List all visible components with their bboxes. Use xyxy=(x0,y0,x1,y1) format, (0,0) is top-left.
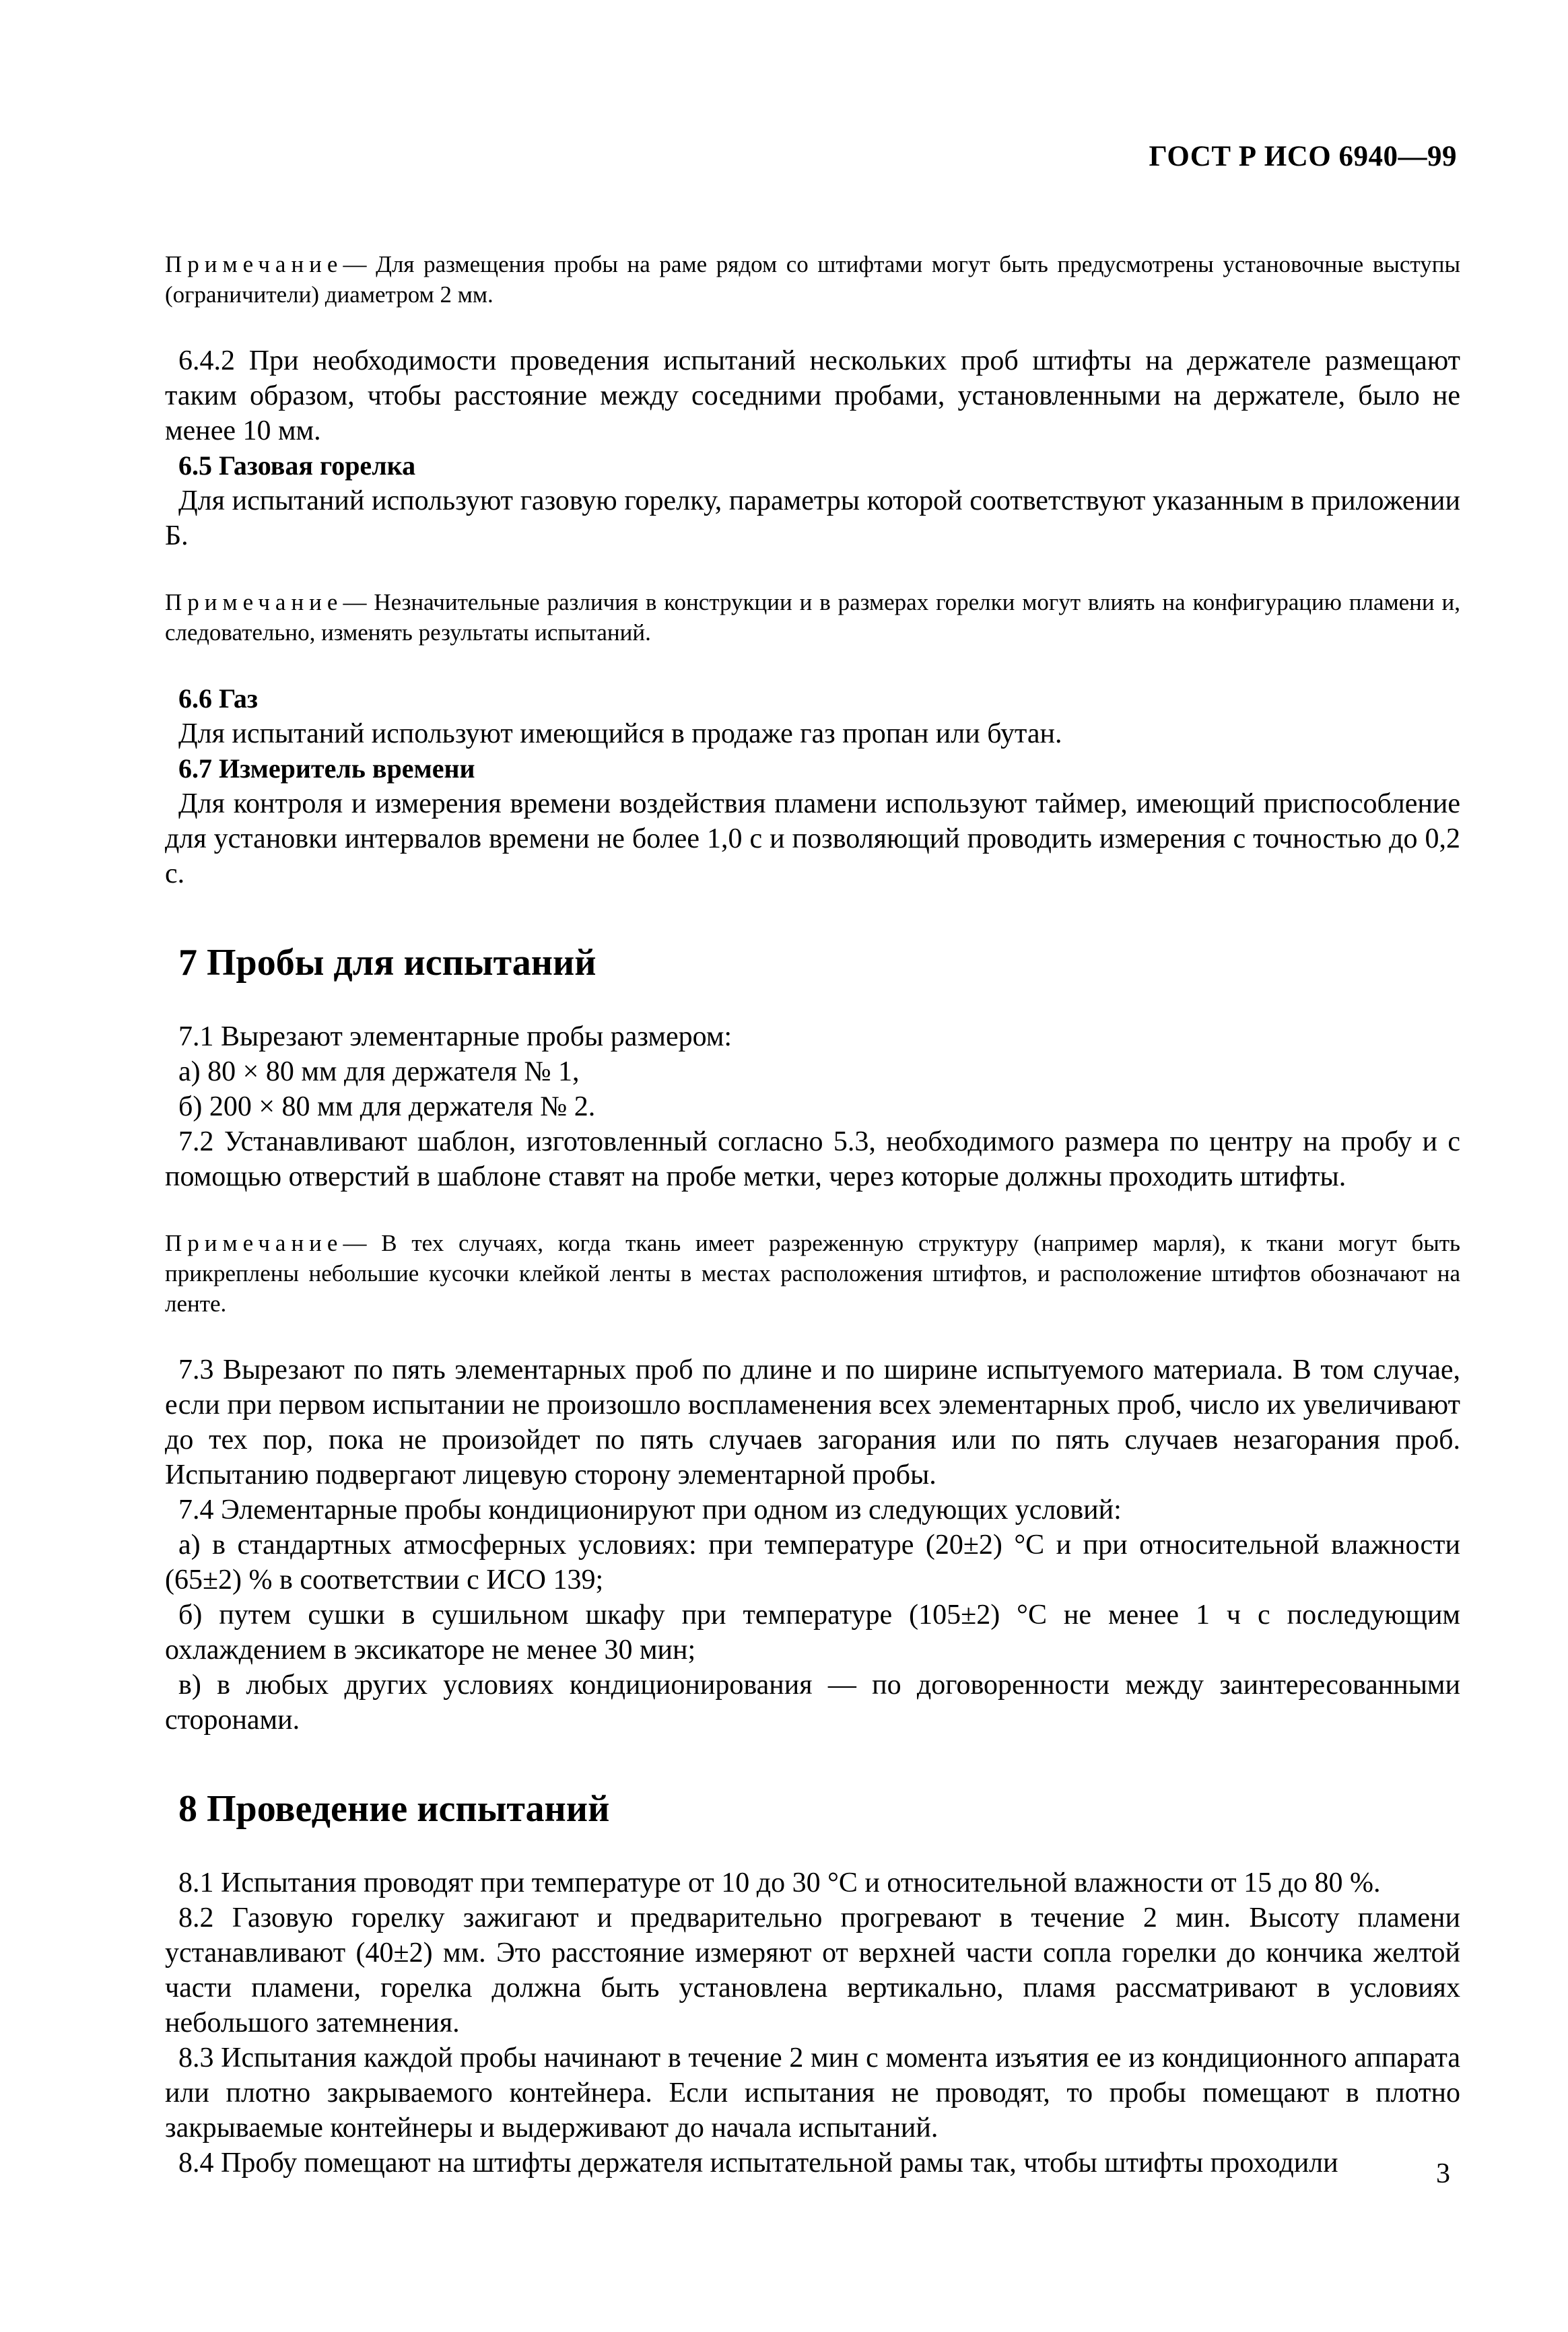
subheading-6-7: 6.7 Измеритель времени xyxy=(178,753,475,784)
paragraph-7-3: 7.3 Вырезают по пять элементарных проб по длине и по ширине испытуемого материала. В том случае, если при первом испытании не произошло воспламенения всех элементарных проб, число их увеличивают до тех пор, пока не произойдет по пять случаев загорания или по пять случаев незагорания проб. Испытанию подвергают лицевую сторону элементарной пробы. xyxy=(165,1354,1460,1490)
list-item-7-4-b: б) путем сушки в сушильном шкафу при температуре (105±2) °С не менее 1 ч с последующим охлаждением в эксикаторе не менее 30 мин; xyxy=(165,1600,1460,1666)
paragraph-6-7: Для контроля и измерения времени воздействия пламени используют таймер, имеющий приспособление для установки интервалов времени не более 1,0 с и позволяющий проводить измерения с точностью до 0,2 с. xyxy=(165,788,1460,889)
note-text: — Незначительные различия в конструкции и в размерах горелки могут влиять на конфигурацию пламени и, следовательно, изменять результаты испытаний. xyxy=(165,589,1460,646)
paragraph-6-5: Для испытаний используют газовую горелку, параметры которой соответствуют указанным в приложении Б. xyxy=(165,485,1460,551)
note-label: Примечание xyxy=(165,589,343,615)
list-item-7-4-a: а) в стандартных атмосферных условиях: при температуре (20±2) °С и при относительной влажности (65±2) % в соответствии с ИСО 139; xyxy=(165,1530,1460,1596)
document-body xyxy=(165,249,1460,2181)
paragraph-7-1: 7.1 Вырезают элементарные пробы размером: xyxy=(178,1021,732,1052)
list-item-7-1-b: б) 200 × 80 мм для держателя № 2. xyxy=(178,1091,596,1122)
subheading-6-5: 6.5 Газовая горелка xyxy=(178,450,416,481)
document-header: ГОСТ Р ИСО 6940—99 xyxy=(1149,141,1457,172)
note-text: — В тех случаях, когда ткань имеет разреженную структуру (например марля), к ткани могут быть прикреплены небольшие кусочки клейкой ленты в местах расположения штифтов, и расположение штифтов обозначают на ленте. xyxy=(165,1230,1460,1317)
note-paragraph xyxy=(165,587,1460,648)
list-item-7-4-c: в) в любых других условиях кондиционирования — по договоренности между заинтересованными сторонами. xyxy=(165,1670,1460,1736)
paragraph-8-3: 8.3 Испытания каждой пробы начинают в течение 2 мин с момента изъятия ее из кондиционного аппарата или плотно закрываемого контейнера. Если испытания не проводят, то пробы помещают в плотно закрываемые контейнеры и выдерживают до начала испытаний. xyxy=(165,2043,1460,2144)
paragraph-7-2: 7.2 Устанавливают шаблон, изготовленный согласно 5.3, необходимого размера по центру на пробу и с помощью отверстий в шаблоне ставят на пробе метки, через которые должны проходить штифты. xyxy=(165,1126,1460,1192)
paragraph-6-4-2: 6.4.2 При необходимости проведения испытаний нескольких проб штифты на держателе размещают таким образом, чтобы расстояние между соседними пробами, установленными на держателе, было не менее 10 мм. xyxy=(165,345,1460,446)
note-text: — Для размещения пробы на раме рядом со штифтами могут быть предусмотрены установочные выступы (ограничители) диаметром 2 мм. xyxy=(165,251,1460,308)
note-paragraph xyxy=(165,249,1460,310)
section-heading-7: 7 Пробы для испытаний xyxy=(178,942,596,984)
paragraph-8-2: 8.2 Газовую горелку зажигают и предварительно прогревают в течение 2 мин. Высоту пламени устанавливают (40±2) мм. Это расстояние измеряют от верхней части сопла горелки до кончика желтой части пламени, горелка должна быть установлена вертикально, пламя рассматривают в условиях небольшого затемнения. xyxy=(165,1902,1460,2038)
paragraph-8-1: 8.1 Испытания проводят при температуре от 10 до 30 °С и относительной влажности от 15 до 80 %. xyxy=(178,1867,1381,1898)
paragraph-8-4: 8.4 Пробу помещают на штифты держателя испытательной рамы так, чтобы штифты проходили xyxy=(178,2148,1338,2179)
subheading-6-6: 6.6 Газ xyxy=(178,683,259,714)
list-item-7-1-a: а) 80 × 80 мм для держателя № 1, xyxy=(178,1056,580,1087)
section-heading-8: 8 Проведение испытаний xyxy=(178,1788,610,1830)
note-paragraph xyxy=(165,1228,1460,1319)
note-label: Примечание xyxy=(165,251,343,277)
paragraph-6-6: Для испытаний используют имеющийся в продаже газ пропан или бутан. xyxy=(178,718,1062,749)
page-number: 3 xyxy=(1436,2158,1450,2189)
paragraph-7-4: 7.4 Элементарные пробы кондиционируют при одном из следующих условий: xyxy=(178,1495,1122,1525)
note-label: Примечание xyxy=(165,1230,343,1256)
